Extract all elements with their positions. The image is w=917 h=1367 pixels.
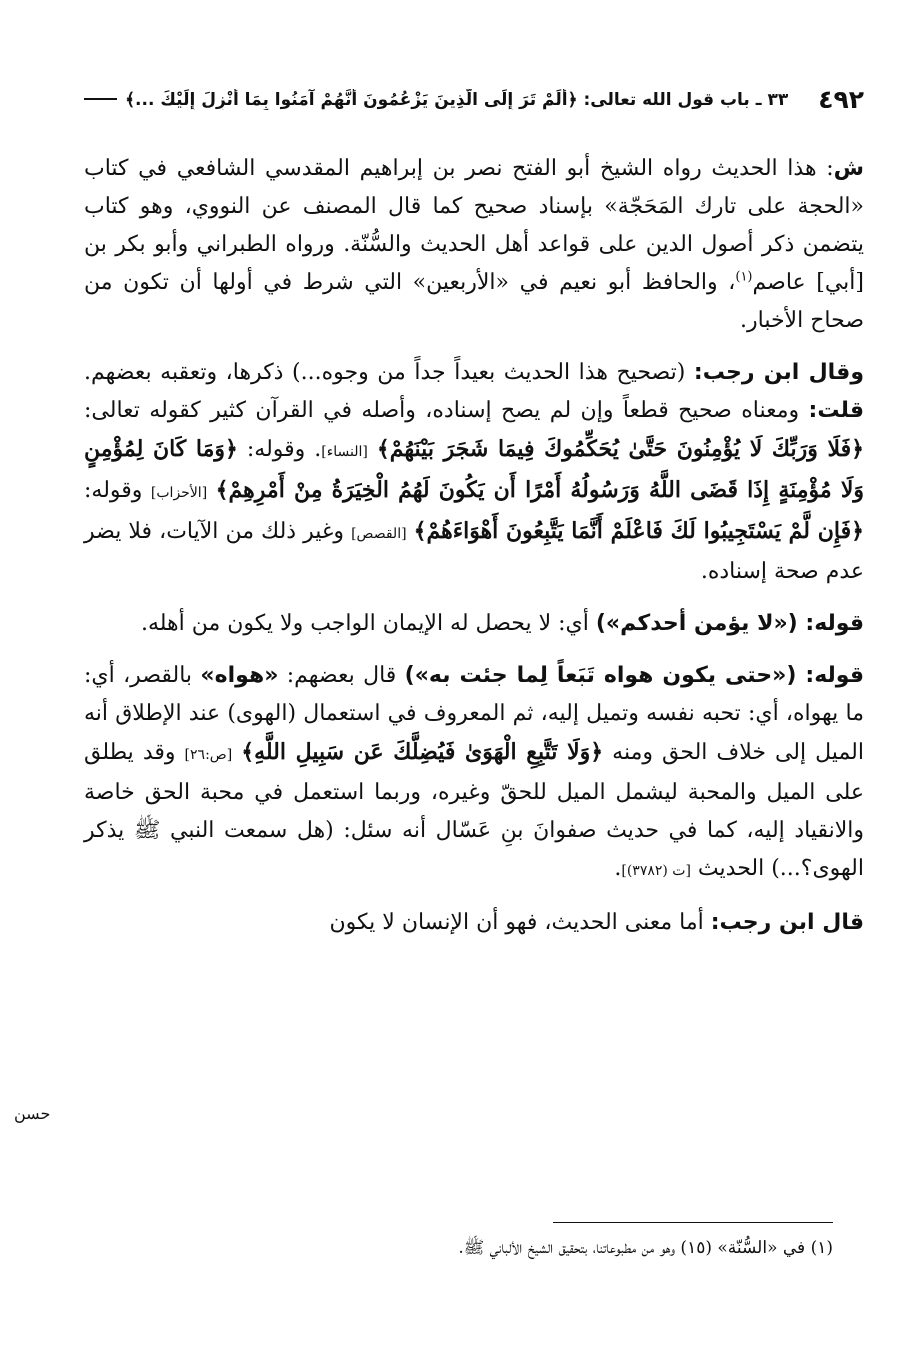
paragraph-1 — [84, 150, 864, 340]
paragraph-3 — [84, 605, 864, 643]
speaker-label: وقال ابن رجب: — [693, 360, 864, 385]
paragraph-text: (تصحيح هذا الحديث بعيداً جداً من وجوه...) ذكرها، وتعقبه بعضهم. — [84, 360, 694, 385]
verse-source: [القصص] — [351, 526, 407, 542]
paragraph-text: ومعناه صحيح قطعاً وإن لم يصح إسناده، وأصله في القرآن كثير كقوله تعالى: — [84, 398, 809, 423]
running-head: ٣٣ ـ باب قول الله تعالى: ﴿أَلَمْ تَرَ إِلَى الَّذِينَ يَزْعُمُونَ أَنَّهُمْ آمَنُوا بِمَا أُنْزِلَ إِلَيْكَ ...﴾ — [125, 89, 789, 110]
hadith-source: [ت (٣٧٨٢)] — [621, 863, 691, 879]
verse-source: [الأحزاب] — [150, 485, 208, 501]
quran-verse: ﴿وَمَا كَانَ لِمُؤْمِنٍ وَلَا مُؤْمِنَةٍ إِذَا قَضَى اللَّهُ وَرَسُولُهُ أَمْرًا أَن يَكُونَ لَهُمُ الْخِيَرَةُ مِنْ أَمْرِهِمْ﴾ — [84, 436, 864, 503]
paragraph-text: وغير ذلك من الآيات، فلا يضر عدم صحة إسناده. — [84, 519, 864, 584]
verse-source: [النساء] — [321, 444, 368, 460]
quran-verse: ﴿فَلَا وَرَبِّكَ لَا يُؤْمِنُونَ حَتَّىٰ يُحَكِّمُوكَ فِيمَا شَجَرَ بَيْنَهُمْ﴾ — [376, 436, 864, 462]
page-header — [84, 78, 864, 120]
paragraph-text: قال بعضهم: — [278, 663, 405, 688]
margin-note: حسن — [14, 1104, 51, 1123]
footnote-reference: (١) — [735, 269, 753, 285]
paragraph-text: أما معنى الحديث، فهو أن الإنسان لا يكون — [329, 910, 711, 935]
verse-source: [ص:٢٦] — [184, 747, 233, 763]
quran-verse: ﴿وَلَا تَتَّبِعِ الْهَوَىٰ فَيُضِلَّكَ عَن سَبِيلِ اللَّهِ﴾ — [241, 739, 604, 765]
footnote: (١) في «السُّنّة» (١٥) وهو من مطبوعاتنا، بتحقيق الشيخ الألباني ﷺ. — [458, 1238, 833, 1258]
defined-term: «هواه» — [200, 663, 279, 688]
paragraph-2 — [84, 354, 864, 591]
paragraph-4 — [84, 657, 864, 890]
speaker-label: قوله: — [805, 611, 864, 636]
hadith-quote: («حتى يكون هواه تَبَعاً لِما جئت به») — [404, 663, 806, 688]
body-text — [84, 150, 864, 956]
paragraph-text: وقد يطلق على الميل والمحبة ليشمل الميل للحقّ وغيره، وربما استعمل في محبة الحق خاصة والانقياد إليه، كما في حديث صفوانَ بنِ عَسّال أنه سئل: (هل سمعت النبي ﷺ يذكر الهوى؟...) الحديث — [84, 740, 864, 881]
paragraph-text: . وقوله: — [237, 437, 322, 462]
paragraph-text: ، والحافظ أبو نعيم في «الأربعين» التي شرط في أولها أن تكون من صحاح الأخبار. — [84, 270, 864, 333]
paragraph-5 — [84, 904, 864, 942]
footnote-rule — [553, 1222, 833, 1223]
paragraph-text: أي: لا يحصل له الإيمان الواجب ولا يكون من أهله. — [140, 611, 596, 636]
paragraph-text: . — [614, 856, 622, 881]
header-rule — [84, 98, 117, 100]
paragraph-text: بالقصر، أي: ما يهواه، أي: تحبه نفسه وتميل إليه، ثم المعروف في استعمال (الهوى) عند الإطلاق أنه الميل إلى خلاف الحق ومنه — [84, 663, 864, 765]
speaker-label: قوله: — [805, 663, 865, 688]
quran-verse: ﴿فَإِن لَّمْ يَسْتَجِيبُوا لَكَ فَاعْلَمْ أَنَّمَا يَتَّبِعُونَ أَهْوَاءَهُمْ﴾ — [413, 518, 864, 544]
paragraph-text: وقوله: — [84, 478, 151, 503]
hadith-quote: («لا يؤمن أحدكم») — [595, 611, 806, 636]
page-number: ٤٩٢ — [818, 84, 864, 114]
speaker-label: قلت: — [808, 398, 864, 423]
speaker-label: قال ابن رجب: — [710, 910, 864, 935]
paragraph-text: : هذا الحديث رواه الشيخ أبو الفتح نصر بن إبراهيم المقدسي الشافعي في كتاب «الحجة على تارك المَحَجّة» بإسناد صحيح كما قال المصنف عن النووي، وهو كتاب يتضمن ذكر أصول الدين على قواعد أهل الحديث والسُّنّة. ورواه الطبراني وأبو بكر بن [أبي] عاصم — [84, 156, 864, 295]
commentary-label: ش — [833, 156, 864, 181]
